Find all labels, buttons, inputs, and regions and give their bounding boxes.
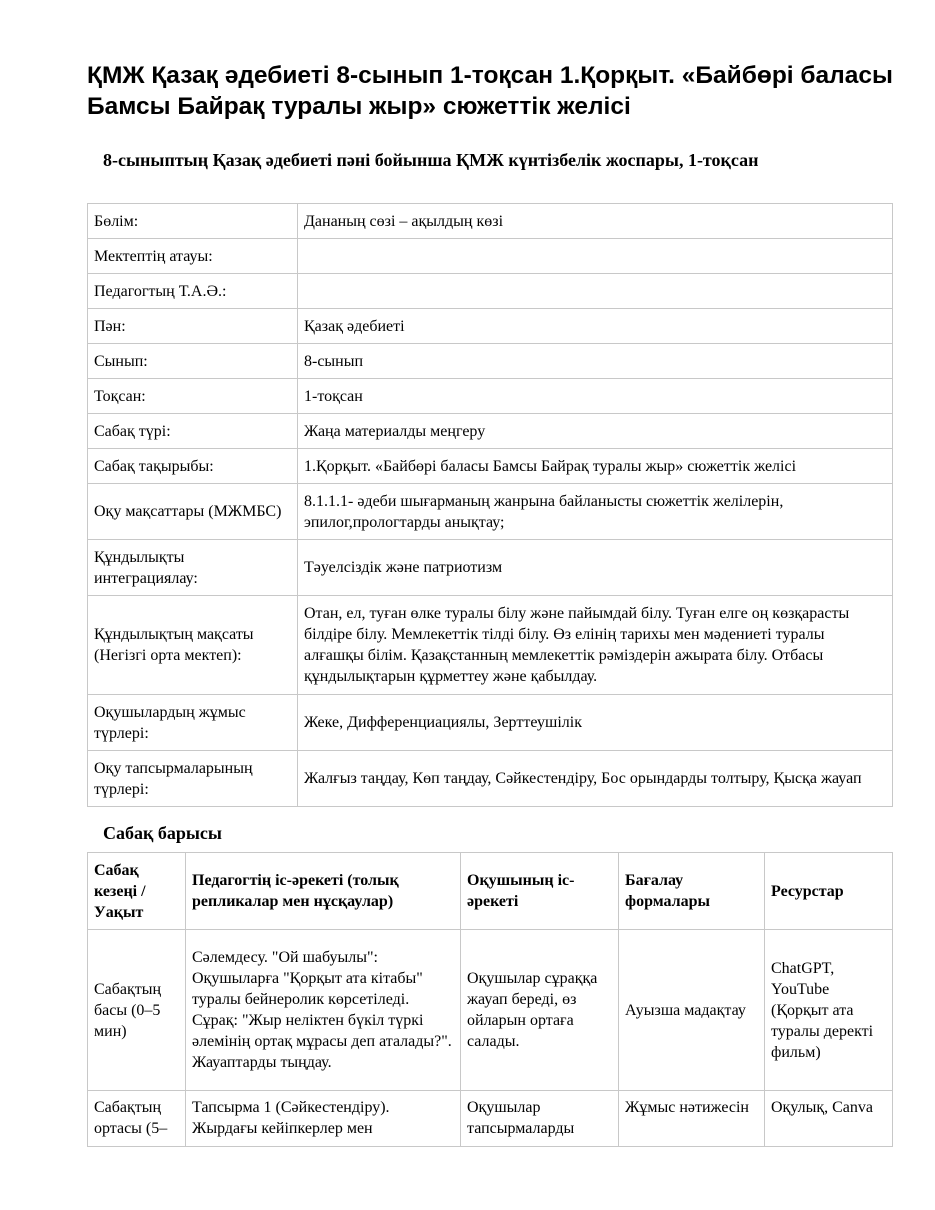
resources-cell: Оқулық, Canva (765, 1091, 893, 1147)
resources-cell: ChatGPT, YouTube (Қорқыт ата туралы деректі фильм) (765, 930, 893, 1091)
teacher-activity-cell: Тапсырма 1 (Сәйкестендіру). Жырдағы кейіпкерлер мен (186, 1091, 461, 1147)
info-label: Мектептің атауы: (88, 239, 298, 274)
table-row (88, 414, 893, 449)
lesson-flow-table (87, 852, 893, 1147)
info-value: 8-сынып (298, 344, 893, 379)
info-label: Сабақ тақырыбы: (88, 449, 298, 484)
info-value: Отан, ел, туған өлке туралы білу және пайымдай білу. Туған елге оң көзқарасты білдіре білу. Мемлекеттік тілді білу. Өз елінің тарихы мен мәдениеті туралы алғашқы білім. Қазақстанның мемлекеттік рәміздерін ажырата білу. Отбасы құндылықтарын құрметтеу және қабылдау. (298, 596, 893, 695)
info-value: 1-тоқсан (298, 379, 893, 414)
table-row (88, 540, 893, 596)
info-label: Оқу мақсаттары (МЖМБС) (88, 484, 298, 540)
table-row (88, 695, 893, 751)
info-label: Оқу тапсырмаларының түрлері: (88, 751, 298, 807)
column-header: Сабақ кезеңі / Уақыт (88, 853, 186, 930)
info-label: Бөлім: (88, 204, 298, 239)
table-row (88, 239, 893, 274)
lesson-heading: Сабақ барысы (103, 823, 222, 843)
info-value: Жеке, Дифференциациялы, Зерттеушілік (298, 695, 893, 751)
info-label: Құндылықты интеграциялау: (88, 540, 298, 596)
stage-cell: Сабақтың басы (0–5 мин) (88, 930, 186, 1091)
teacher-activity-cell: Сәлемдесу. "Ой шабуылы": Оқушыларға "Қорқыт ата кітабы" туралы бейнеролик көрсетіледі. Сұрақ: "Жыр неліктен бүкіл түркі әлемінің ортақ мұрасы деп аталады?". Жауаптарды тыңдау. (186, 930, 461, 1091)
assessment-cell: Жұмыс нәтижесін (619, 1091, 765, 1147)
student-activity-cell: Оқушылар сұраққа жауап береді, өз ойларын ортаға салады. (461, 930, 619, 1091)
plan-heading: 8-сыныптың Қазақ әдебиеті пәні бойынша ҚМЖ күнтізбелік жоспары, 1-тоқсан (103, 150, 759, 170)
info-value: Дананың сөзі – ақылдың көзі (298, 204, 893, 239)
stage-cell: Сабақтың ортасы (5– (88, 1091, 186, 1147)
info-label: Педагогтың Т.А.Ә.: (88, 274, 298, 309)
table-header-row (88, 853, 893, 930)
column-header: Ресурстар (765, 853, 893, 930)
info-label: Сынып: (88, 344, 298, 379)
info-label: Сабақ түрі: (88, 414, 298, 449)
info-value: Тәуелсіздік және патриотизм (298, 540, 893, 596)
table-row (88, 204, 893, 239)
info-label: Құндылықтың мақсаты (Негізгі орта мектеп): (88, 596, 298, 695)
table-row (88, 1091, 893, 1147)
info-label: Оқушылардың жұмыс түрлері: (88, 695, 298, 751)
lesson-info-table (87, 203, 893, 807)
info-value (298, 239, 893, 274)
info-value: Жалғыз таңдау, Көп таңдау, Сәйкестендіру, Бос орындарды толтыру, Қысқа жауап (298, 751, 893, 807)
assessment-cell: Ауызша мадақтау (619, 930, 765, 1091)
column-header: Бағалау формалары (619, 853, 765, 930)
table-row (88, 484, 893, 540)
info-value (298, 274, 893, 309)
table-row (88, 449, 893, 484)
column-header: Оқушының іс-әрекеті (461, 853, 619, 930)
info-value: 8.1.1.1- әдеби шығарманың жанрына байланысты сюжеттік желілерін, эпилог,прологтарды анықтау; (298, 484, 893, 540)
table-row (88, 344, 893, 379)
column-header: Педагогтің іс-әрекеті (толық репликалар мен нұсқаулар) (186, 853, 461, 930)
table-row (88, 930, 893, 1091)
table-row (88, 379, 893, 414)
info-label: Тоқсан: (88, 379, 298, 414)
info-label: Пән: (88, 309, 298, 344)
table-row (88, 274, 893, 309)
info-value: 1.Қорқыт. «Байбөрі баласы Бамсы Байрақ туралы жыр» сюжеттік желісі (298, 449, 893, 484)
table-row (88, 751, 893, 807)
info-value: Жаңа материалды меңгеру (298, 414, 893, 449)
table-row (88, 596, 893, 695)
info-value: Қазақ әдебиеті (298, 309, 893, 344)
student-activity-cell: Оқушылар тапсырмаларды (461, 1091, 619, 1147)
table-row (88, 309, 893, 344)
document-title: ҚМЖ Қазақ әдебиеті 8-сынып 1-тоқсан 1.Қорқыт. «Байбөрі баласы Бамсы Байрақ туралы жыр» сюжеттік желісі (87, 62, 893, 120)
